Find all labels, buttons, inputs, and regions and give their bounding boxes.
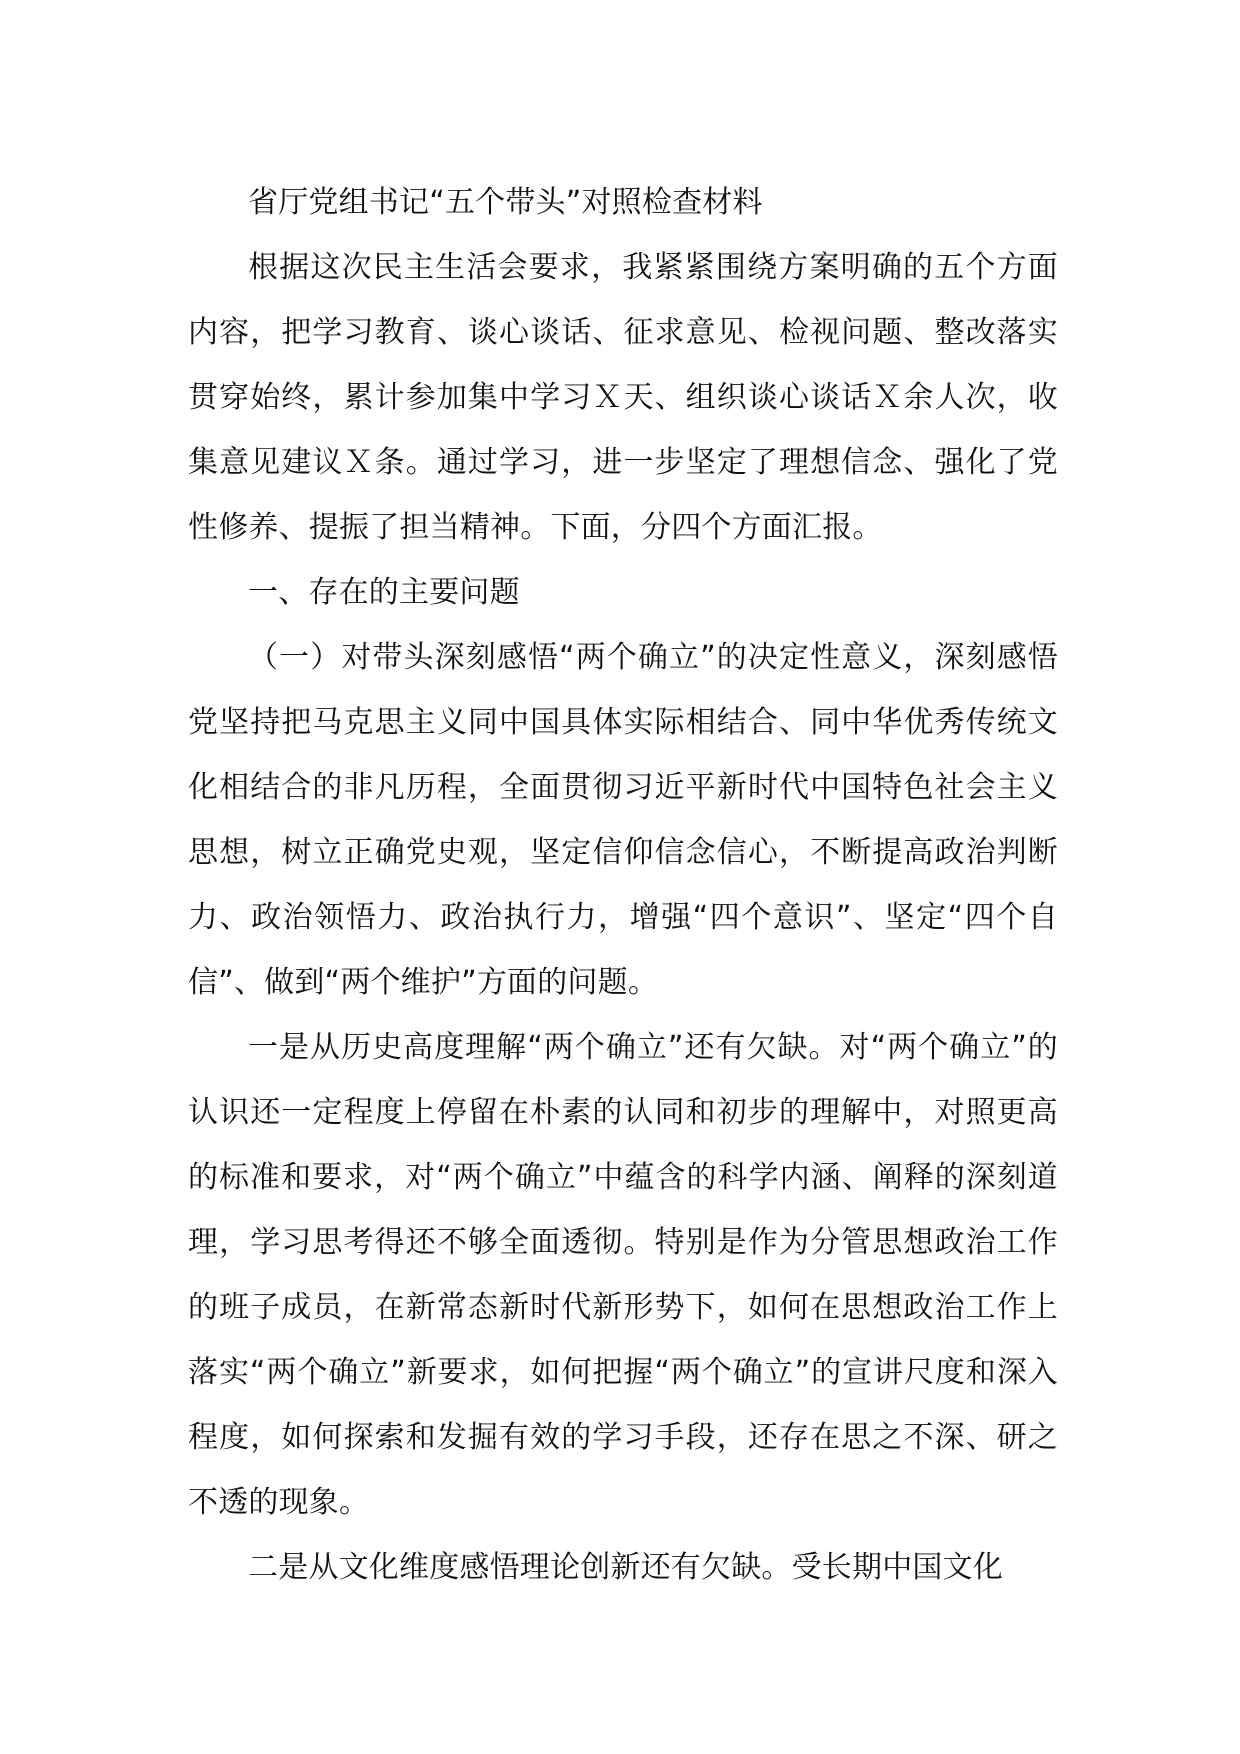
paragraph-point-one: 一是从历史高度理解“两个确立”还有欠缺。对“两个确立”的认识还一定程度上停留在朴素的认同和初步的理解中，对照更高的标准和要求，对“两个确立”中蕴含的科学内涵、阐释的深刻道理，学习思考得还不够全面透彻。特别是作为分管思想政治工作的班子成员，在新常态新时代新形势下，如何在思想政治工作上落实“两个确立”新要求，如何把握“两个确立”的宣讲尺度和深入程度，如何探索和发掘有效的学习手段，还存在思之不深、研之不透的现象。	[188, 1030, 1058, 1520]
section-heading-main-problems: 一、存在的主要问题	[248, 575, 520, 610]
document-title: 省厅党组书记“五个带头”对照检查材料	[248, 185, 763, 220]
paragraph-point-two: 二是从文化维度感悟理论创新还有欠缺。受长期中国文化	[248, 1550, 1003, 1585]
subsection-heading-one: （一）对带头深刻感悟“两个确立”的决定性意义，深刻感悟党坚持把马克思主义同中国具体实际相结合、同中华优秀传统文化相结合的非凡历程，全面贯彻习近平新时代中国特色社会主义思想，树立正确党史观，坚定信仰信念信心，不断提高政治判断力、政治领悟力、政治执行力，增强“四个意识”、坚定“四个自信”、做到“两个维护”方面的问题。	[188, 640, 1058, 1000]
document-body	[188, 170, 1058, 1600]
paragraph-intro: 根据这次民主生活会要求，我紧紧围绕方案明确的五个方面内容，把学习教育、谈心谈话、征求意见、检视问题、整改落实贯穿始终，累计参加集中学习Ｘ天、组织谈心谈话Ｘ余人次，收集意见建议Ｘ条。通过学习，进一步坚定了理想信念、强化了党性修养、提振了担当精神。下面，分四个方面汇报。	[188, 250, 1058, 545]
